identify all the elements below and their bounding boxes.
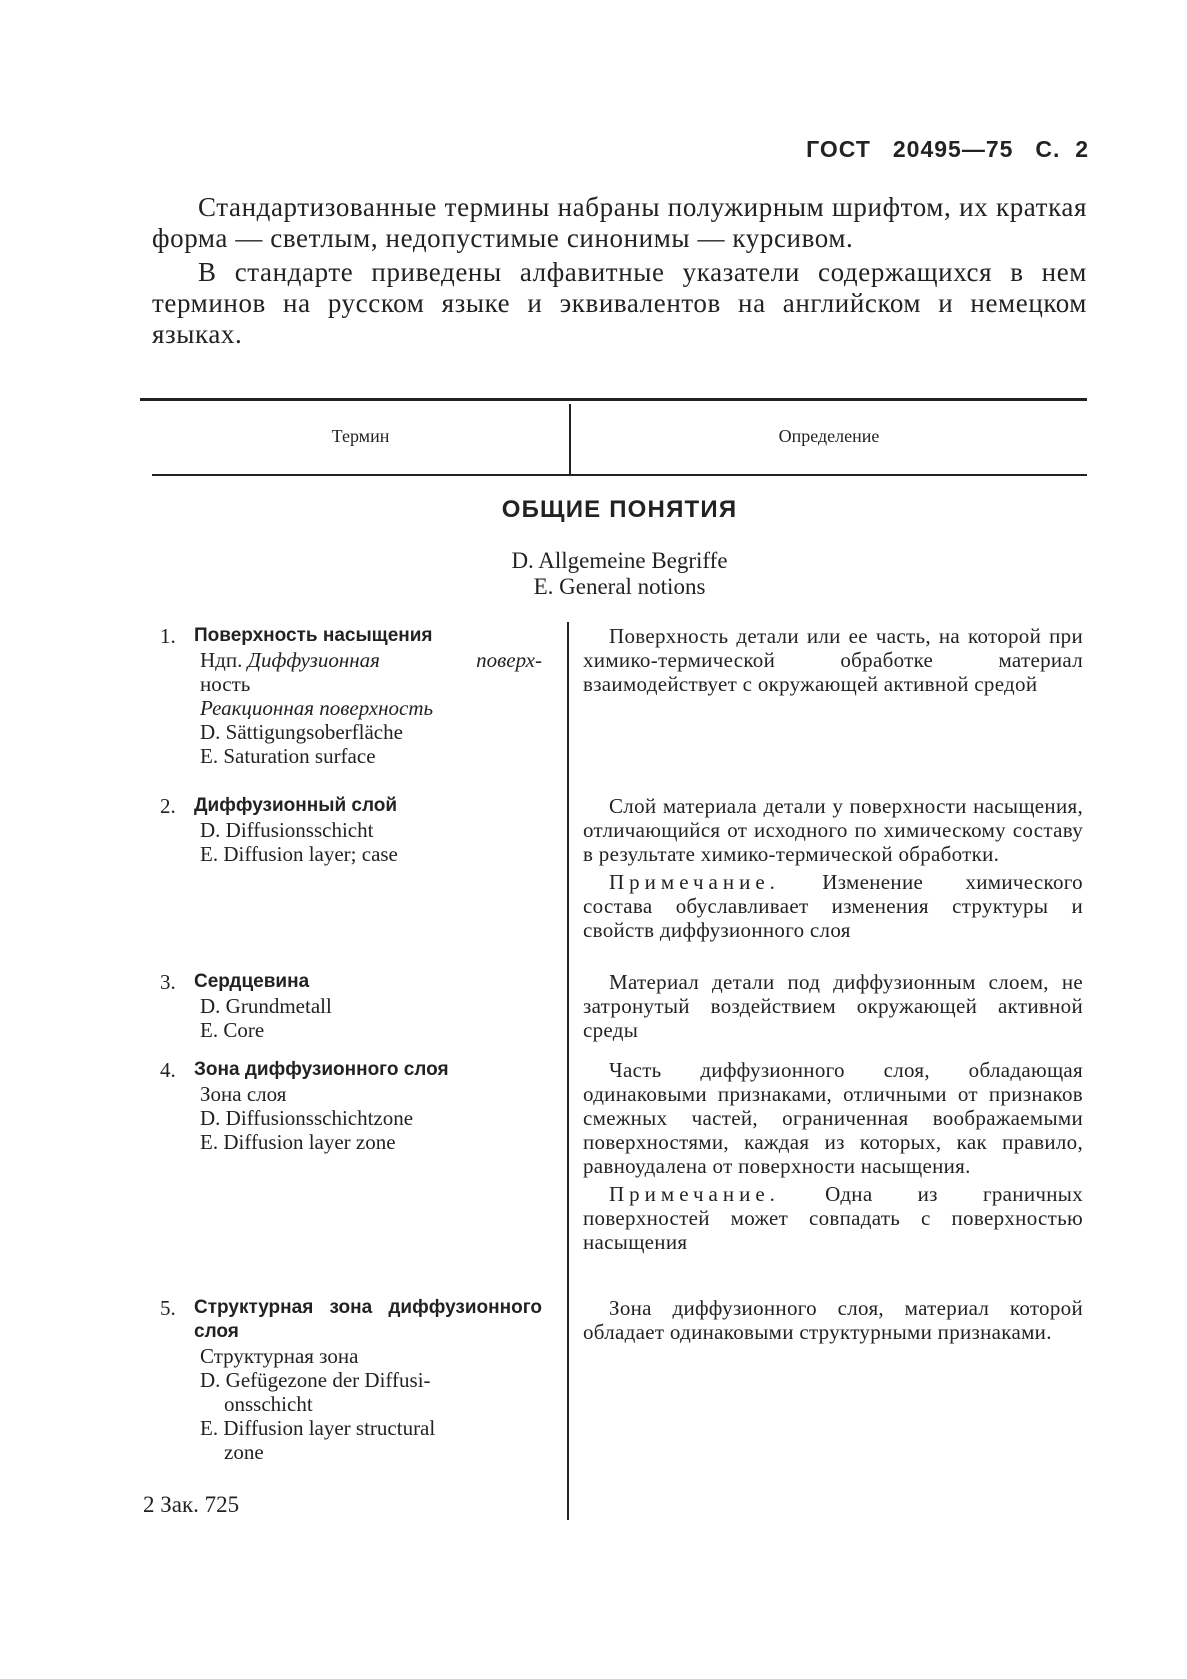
- term-name: Поверхность насыщения: [194, 625, 433, 646]
- section-subtitle: [152, 548, 1087, 600]
- term-forbidden-synonym: Ндп. Диффузионная поверх-: [200, 648, 542, 672]
- definition-4: Часть диффузионного слоя, обладающая одинаковыми признаками, отличными от признаков смежных частей, ограниченная воображаемыми поверхностями, каждая из которых, как правило, равноудалена от поверхности насыщения. Примечание. Одна из граничных поверхностей может совпадать с поверхностью насыщения: [583, 1058, 1083, 1254]
- column-divider: [567, 622, 569, 1520]
- note-2: Примечание. Изменение химического состава обуславливает изменения структуры и свойств диффузионного слоя: [583, 870, 1083, 942]
- term-name: Зона диффузионного слоя: [194, 1059, 449, 1080]
- term-german-cont: onsschicht: [224, 1392, 313, 1416]
- term-name: Структурная зона диффузионного слоя: [194, 1297, 542, 1342]
- page-header: [806, 136, 1089, 163]
- intro-paragraph-2: В стандарте приведены алфавитные указатели содержащихся в нем терминов на русском языке и эквивалентов на английском и немецком языках.: [152, 257, 1087, 349]
- term-number: 4.: [160, 1058, 176, 1082]
- term-number: 1.: [160, 624, 176, 648]
- term-number: 2.: [160, 794, 176, 818]
- note-4: Примечание. Одна из граничных поверхностей может совпадать с поверхностью насыщения: [583, 1182, 1083, 1254]
- definition-1: Поверхность детали или ее часть, на которой при химико-термической обработке материал взаимодействует с окружающей активной средой: [583, 624, 1083, 696]
- term-forbidden-synonym-2: Реакционная поверхность: [200, 696, 434, 720]
- term-2: [160, 794, 542, 866]
- definition-2: Слой материала детали у поверхности насыщения, отличающийся от исходного по химическому составу в результате химико-термической обработки. Примечание. Изменение химического состава обуславливает изменения структуры и свойств диффузионного слоя: [583, 794, 1083, 942]
- term-english: E. Diffusion layer structural: [200, 1416, 436, 1440]
- term-short-form: Структурная зона: [200, 1344, 359, 1368]
- section-title-de: D. Allgemeine Begriffe: [511, 548, 728, 573]
- term-english-cont: zone: [224, 1440, 264, 1464]
- term-name: Сердцевина: [194, 971, 310, 992]
- term-english: E. Diffusion layer zone: [200, 1130, 396, 1154]
- column-header-term: Термин: [331, 426, 390, 446]
- column-header-definition: Определение: [778, 426, 880, 446]
- intro-paragraph-1: Стандартизованные термины набраны полужирным шрифтом, их краткая форма — светлым, недопустимые синонимы — курсивом.: [152, 192, 1087, 253]
- term-short-form: Зона слоя: [200, 1082, 287, 1106]
- term-german: D. Grundmetall: [200, 994, 332, 1018]
- section-title: ОБЩИЕ ПОНЯТИЯ: [501, 496, 738, 523]
- term-forbidden-synonym-cont: ность: [200, 672, 251, 696]
- page-label: С. 2: [1035, 136, 1089, 162]
- term-german: D. Diffusionsschicht: [200, 818, 374, 842]
- term-4: [160, 1058, 542, 1154]
- term-english: E. Diffusion layer; case: [200, 842, 398, 866]
- term-5: [160, 1296, 542, 1464]
- term-english: E. Saturation surface: [200, 744, 376, 768]
- term-name: Диффузионный слой: [194, 795, 398, 816]
- section-title-en: E. General notions: [533, 574, 706, 599]
- term-number: 5.: [160, 1296, 176, 1320]
- gost-label: ГОСТ: [806, 136, 871, 162]
- term-german: D. Sättigungsoberfläche: [200, 720, 403, 744]
- term-german: D. Gefügezone der Diffusi-: [200, 1368, 431, 1392]
- term-english: E. Core: [200, 1018, 265, 1042]
- page-number: 2: [1075, 136, 1089, 162]
- intro-text: [152, 192, 1087, 353]
- definition-5: Зона диффузионного слоя, материал которой обладает одинаковыми структурными признаками.: [583, 1296, 1083, 1344]
- definition-3: Материал детали под диффузионным слоем, не затронутый воздействием окружающей активной среды: [583, 970, 1083, 1042]
- table-head-bottom-rule: [152, 474, 1087, 476]
- term-number: 3.: [160, 970, 176, 994]
- gost-number: 20495—75: [892, 136, 1014, 162]
- footer-order: 2 Зак. 725: [143, 1492, 240, 1517]
- table-top-rule: [140, 398, 1087, 401]
- term-3: [160, 970, 542, 1042]
- term-german: D. Diffusionsschichtzone: [200, 1106, 414, 1130]
- term-1: [160, 624, 542, 768]
